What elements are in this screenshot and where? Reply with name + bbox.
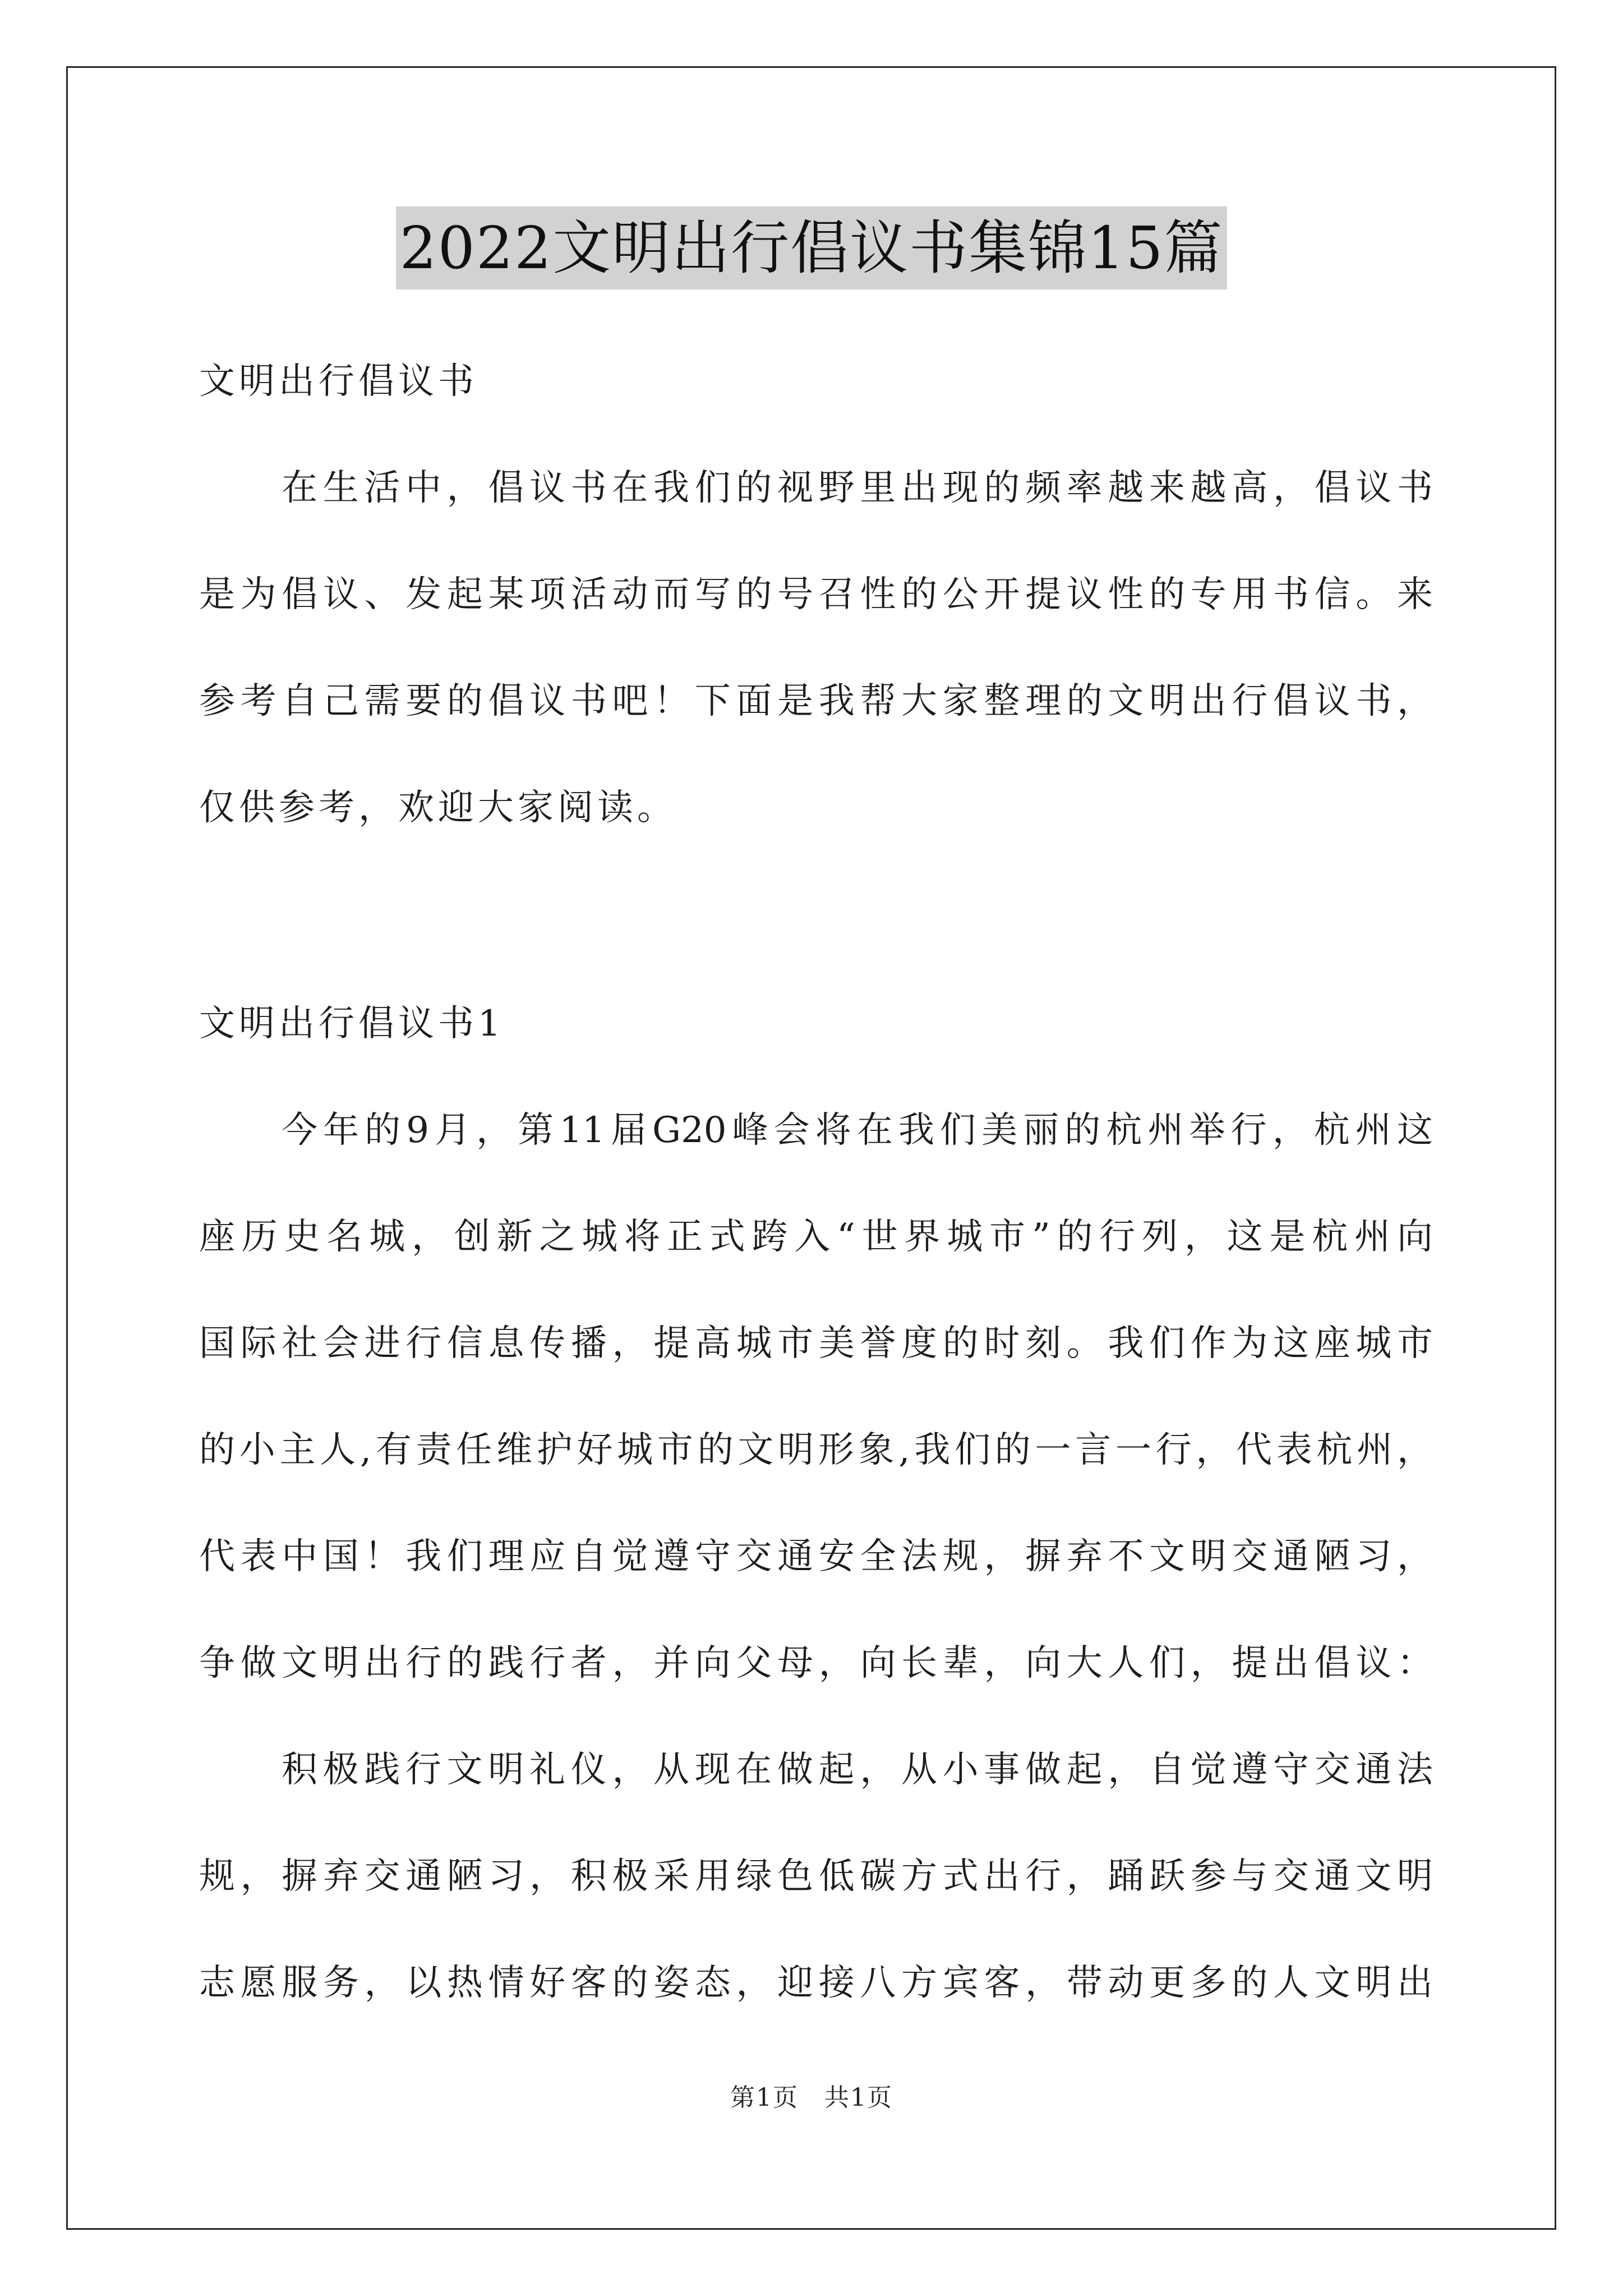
paragraph-line: 国际社会进行信息传播，提高城市美誉度的时刻。我们作为这座城市	[199, 1323, 1433, 1364]
paragraph-line: 在生活中，倡议书在我们的视野里出现的频率越来越高，倡议书	[282, 467, 1433, 509]
paragraph-line: 座历史名城，创新之城将正式跨入“世界城市”的行列，这是杭州向	[199, 1216, 1433, 1258]
page-footer: 第1页 共1页	[730, 2083, 893, 2112]
document-title: 2022文明出行倡议书集锦15篇	[396, 206, 1227, 289]
paragraph-line: 代表中国！我们理应自觉遵守交通安全法规，摒弃不文明交通陋习，	[199, 1536, 1433, 1577]
paragraph-line: 的小主人,有责任维护好城市的文明形象,我们的一言一行，代表杭州，	[199, 1429, 1433, 1471]
section-heading: 文明出行倡议书1	[199, 1003, 505, 1045]
paragraph-line: 志愿服务，以热情好客的姿态，迎接八方宾客，带动更多的人文明出	[199, 1962, 1433, 2004]
paragraph-line: 参考自己需要的倡议书吧！下面是我帮大家整理的文明出行倡议书，	[199, 680, 1433, 722]
paragraph-line: 今年的9月，第11届G20峰会将在我们美丽的杭州举行，杭州这	[282, 1110, 1433, 1151]
paragraph-line: 仅供参考，欢迎大家阅读。	[199, 787, 677, 829]
paragraph-line: 争做文明出行的践行者，并向父母，向长辈，向大人们，提出倡议：	[199, 1642, 1433, 1684]
section-heading: 文明出行倡议书	[199, 361, 478, 402]
title-wrap	[0, 206, 1623, 289]
paragraph-line: 规，摒弃交通陋习，积极采用绿色低碳方式出行，踊跃参与交通文明	[199, 1856, 1433, 1897]
paragraph-line: 是为倡议、发起某项活动而写的号召性的公开提议性的专用书信。来	[199, 574, 1433, 615]
paragraph-line: 积极践行文明礼仪，从现在做起，从小事做起，自觉遵守交通法	[282, 1749, 1433, 1791]
